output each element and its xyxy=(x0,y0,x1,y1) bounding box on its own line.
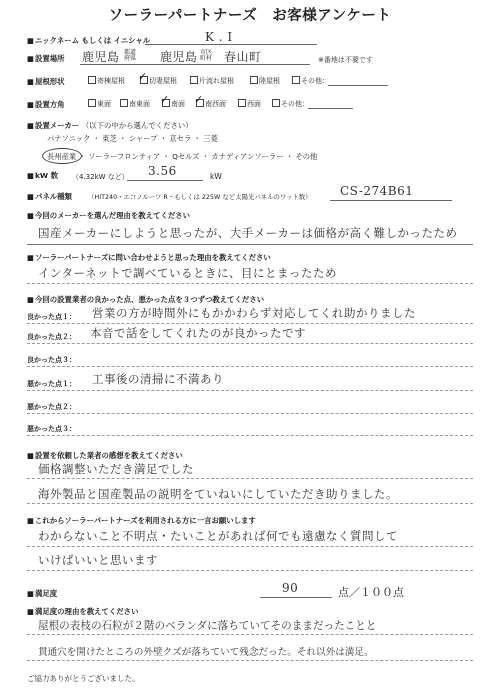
good-point-3-line xyxy=(27,366,473,367)
location-town: 春山町 xyxy=(224,50,262,64)
reason-contact-line xyxy=(27,283,473,284)
bad-point-2-line xyxy=(27,413,473,414)
kw-value: 3.56 xyxy=(148,164,177,178)
checkbox-icon xyxy=(120,99,128,107)
sat-reason-line-1 xyxy=(27,634,473,635)
good-point-2-answer: 本音で話をしてくれたのが良かったです xyxy=(90,326,306,340)
roof-option-0[interactable]: 寄棟屋根 xyxy=(88,76,125,86)
city-label xyxy=(198,50,214,62)
message-line-2 xyxy=(27,570,473,571)
roof-option-1[interactable]: 切妻屋根 xyxy=(140,76,177,86)
direction-option-5[interactable]: その他： xyxy=(272,99,309,109)
bad-point-3-label: 悪かった点３： xyxy=(27,425,76,433)
panel-value: CS-274B61 xyxy=(340,184,414,198)
good-point-1-label: 良かった点１： xyxy=(27,313,76,321)
checkbox-icon xyxy=(238,99,246,107)
reason-maker-label: ■ 今回のメーカーを選んだ理由を教えてください xyxy=(27,210,190,221)
maker-label: ■ 設置メーカー （以下の中から選んでください） xyxy=(27,120,193,131)
roof-other-line xyxy=(328,85,388,86)
impression-line-1 xyxy=(27,478,473,479)
sat-reason-answer-2: 貫通穴を開けたところの外壁クズが落ちていて残念だった。それ以外は満足。 xyxy=(38,647,374,658)
location-label: ■ 設置場所 xyxy=(27,53,65,64)
message-label: ■ これからソーラーパートナーズを利用される方に一言お願いします xyxy=(27,515,256,526)
pref-label xyxy=(122,50,138,62)
sat-reason-line-2 xyxy=(27,660,473,661)
sat-reason-answer-1: 屋根の表枝の石粒が２階のベランダに落ちていてそのままだったことと xyxy=(38,620,377,632)
satisfaction-suffix: 点／１００点 xyxy=(338,586,404,599)
good-point-2-label: 良かった点２： xyxy=(27,333,76,341)
kw-unit: kW xyxy=(210,172,222,181)
nickname-label: ■ ニックネーム もしくは イニシャル xyxy=(27,35,150,46)
city-label-top: 市区 xyxy=(199,49,212,56)
bad-point-1-answer: 工事後の清掃に不満あり xyxy=(92,372,224,386)
message-answer-2: いけばいいと思います xyxy=(38,553,158,567)
checkbox-icon xyxy=(190,76,198,84)
direction-option-4[interactable]: 西面 xyxy=(238,99,261,109)
check-mark-icon: ✓ xyxy=(160,93,170,106)
panel-line xyxy=(330,200,452,201)
location-note: ※番地は不要です xyxy=(318,56,373,64)
bad-point-2-label: 悪かった点２： xyxy=(27,403,76,411)
check-mark-icon: ✓ xyxy=(194,93,204,106)
kw-line xyxy=(127,180,203,181)
good-point-3-label: 良かった点３： xyxy=(27,356,76,364)
impression-answer-1: 価格調整いただき満足でした xyxy=(38,462,194,476)
satisfaction-label: ■ 満足度 xyxy=(27,588,57,599)
panel-label: ■ パネル種類 xyxy=(27,191,72,202)
pref-label-top: 都道 xyxy=(123,49,136,56)
roof-option-2[interactable]: 片流れ屋根 xyxy=(190,76,234,86)
reason-contact-answer: インターネットで調べているときに、目にとまったため xyxy=(38,266,337,280)
location-pref: 鹿児島 xyxy=(82,50,120,64)
roof-shape-label: ■ 屋根形状 xyxy=(27,76,65,87)
roof-option-4[interactable]: その他： xyxy=(292,76,329,86)
direction-other-line xyxy=(308,108,353,109)
impression-line-2 xyxy=(27,503,473,504)
city-label-bottom: 町村 xyxy=(199,55,212,62)
direction-option-1[interactable]: 南東面 xyxy=(120,99,150,109)
pref-label-bottom: 府県 xyxy=(123,55,136,62)
maker-row-1: パナソニック ・ 東芝 ・ シャープ ・ 京セラ ・ 三菱 xyxy=(47,134,218,143)
impression-answer-2: 海外製品と国産製品の説明をていねいにしていただき助りました。 xyxy=(38,487,398,501)
reason-maker-answer: 国産メーカーにしようと思ったが、大手メーカーは価格が高く難しかったため xyxy=(38,226,458,240)
bad-point-1-line xyxy=(27,390,473,391)
message-line-1 xyxy=(27,546,473,547)
maker-selected-circle xyxy=(42,148,82,164)
direction-label: ■ 設置方角 xyxy=(27,99,65,110)
good-point-1-answer: 営業の方が時間外にもかかわらず対応してくれ助かりました xyxy=(92,306,416,320)
impression-label: ■ 設置を依頼した業者の感想を教えてください xyxy=(27,450,183,461)
direction-option-3[interactable]: 南西面 xyxy=(196,99,226,109)
footer-thanks: ご協力ありがとうございました。 xyxy=(27,674,140,683)
reason-contact-label: ■ ソーラーパートナーズに問い合わせようと思った理由を教えてください xyxy=(27,252,271,263)
satisfaction-value: 90 xyxy=(282,581,299,595)
location-city: 鹿児島 xyxy=(160,50,198,64)
checkbox-icon xyxy=(292,76,300,84)
page-title: ソーラーパートナーズ お客様アンケート xyxy=(108,8,392,24)
nickname-value: K . I xyxy=(205,30,233,44)
good-bad-label: ■ 今回の設置業者の良かった点、悪かった点を３つずつ教えてください xyxy=(27,294,264,305)
nickname-line xyxy=(145,44,317,45)
good-point-1-line xyxy=(27,323,473,324)
kw-label: ■ kW 数 xyxy=(27,170,58,181)
checkbox-icon xyxy=(272,99,280,107)
maker-row-2: 長州産業 ・ ソーラーフロンティア ・ Qセルズ ・ カナディアンソーラー ・ その他 xyxy=(47,152,318,161)
message-answer-1: わからないこと不明点・たいことがあれば何でも遠慮なく質問して xyxy=(38,529,398,543)
good-point-2-line xyxy=(27,343,473,344)
checkbox-icon xyxy=(88,76,96,84)
checkbox-icon xyxy=(88,99,96,107)
kw-hint: （4.32kW など） xyxy=(72,173,129,181)
bad-point-3-line xyxy=(27,435,473,436)
bad-point-1-label: 悪かった点１： xyxy=(27,380,76,388)
satisfaction-line xyxy=(260,597,332,598)
checkbox-icon xyxy=(250,76,258,84)
check-mark-icon: ✓ xyxy=(138,70,148,83)
direction-option-0[interactable]: 東面 xyxy=(88,99,111,109)
roof-option-3[interactable]: 陸屋根 xyxy=(250,76,280,86)
direction-option-2[interactable]: 南面 xyxy=(162,99,185,109)
panel-hint: （HIT240・エコノルーツ R・もしくは 225W など太陽光パネルのワット数） xyxy=(88,193,312,201)
sat-reason-label: ■ 満足度の理由を教えてください xyxy=(27,606,138,617)
